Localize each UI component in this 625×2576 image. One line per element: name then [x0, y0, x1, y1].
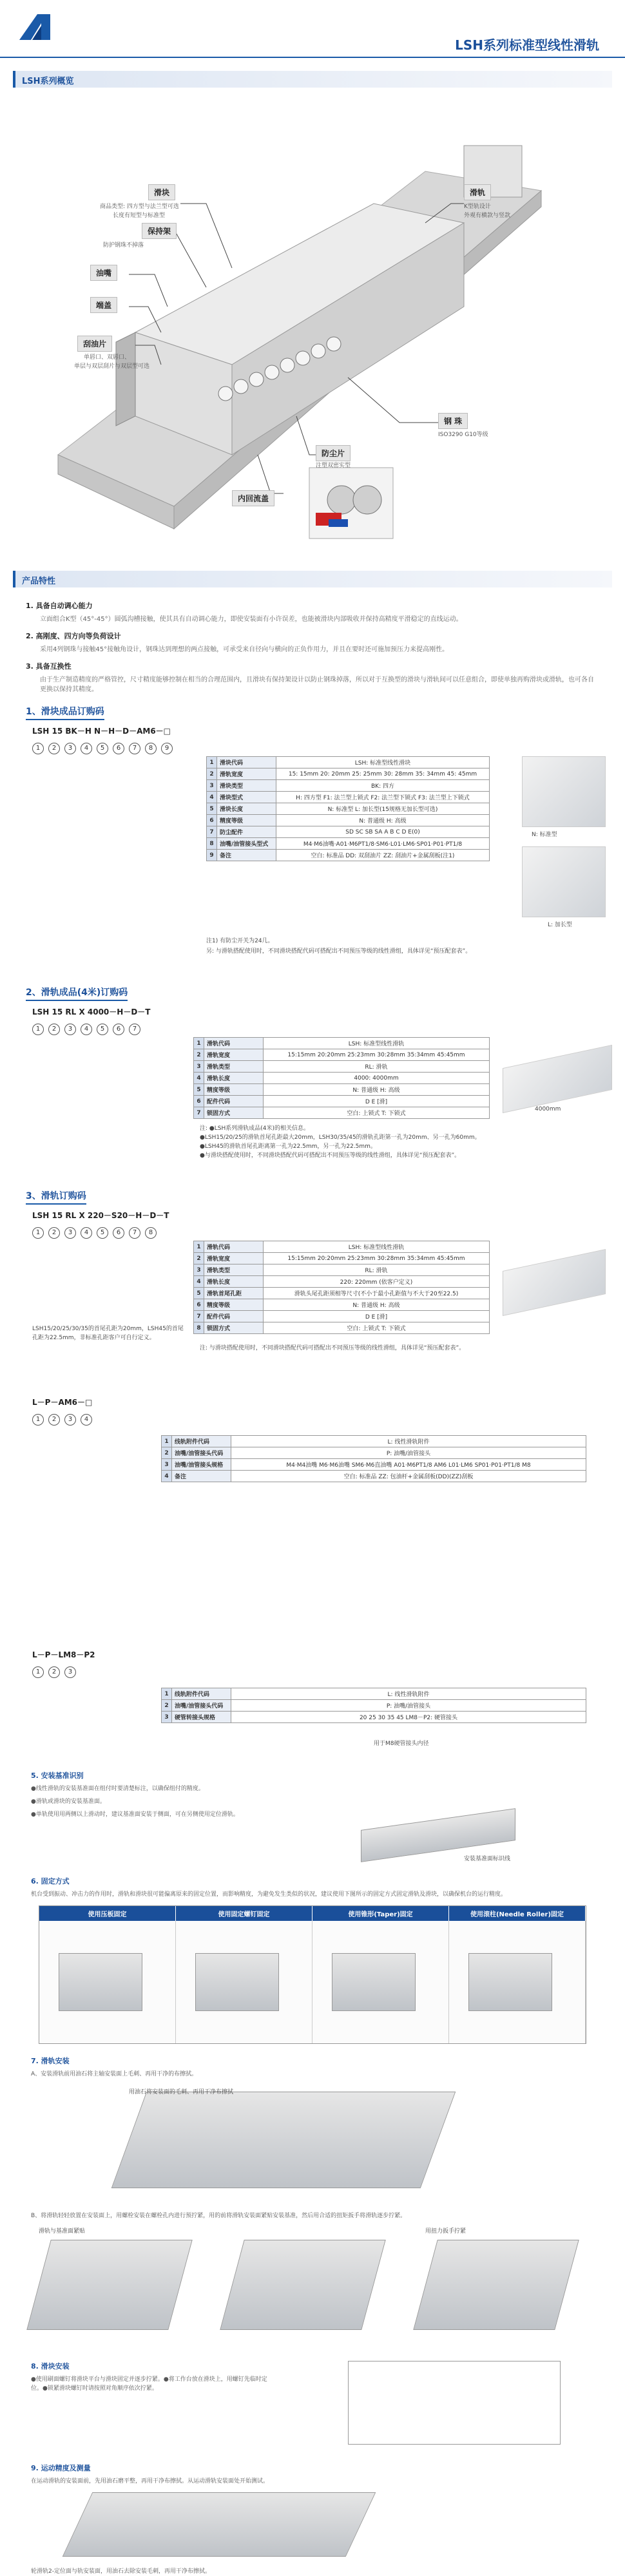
code-digit-circle: 2 [48, 1227, 60, 1239]
spec-value: 20 25 30 35 45 LM8－P2: 硬管接头 [231, 1712, 586, 1723]
spec-index: 8 [194, 1322, 204, 1334]
spec-key: 配件代码 [204, 1096, 264, 1107]
callout-nipple: 油嘴 [90, 265, 117, 281]
spec-row [207, 757, 490, 768]
spec-key: 配件代码 [204, 1311, 264, 1322]
spec-index: 6 [194, 1299, 204, 1311]
spec-row [162, 1688, 586, 1700]
code-digit-circle: 3 [64, 1227, 76, 1239]
spec-value: 空白: 标准品 ZZ: 包油杆+金属刮板(DD)(ZZ)刮板 [231, 1471, 586, 1482]
code-digit-circle: 4 [81, 1024, 92, 1035]
order1-note-2: 另: 与滑轨搭配使用时，不同滑块搭配代码可搭配出不同预压等级的线性滑组，具体详见“预压配套表”。 [206, 948, 472, 955]
callout-rail-note-2: 外观有横款与竖款 [464, 213, 511, 219]
spec-index: 3 [162, 1712, 172, 1723]
spec-row [162, 1712, 586, 1723]
spec-key: 备注 [172, 1471, 231, 1482]
rail-4m-image [503, 1045, 612, 1113]
spec-index: 5 [194, 1084, 204, 1096]
spec-row [194, 1038, 490, 1049]
spec-row [207, 792, 490, 803]
install-section [0, 1770, 625, 2576]
code-digit-circle: 6 [113, 1227, 124, 1239]
order1-code: LSH 15 BK－H N－H－D－AM6－□ [32, 727, 171, 736]
order-block-1 [13, 705, 612, 975]
spec-row [207, 815, 490, 826]
code-digit-circle: 3 [64, 1666, 76, 1678]
s9-figure [0, 2486, 625, 2563]
s8-title: 8. 滑块安装 [31, 2362, 70, 2371]
spec-index: 4 [162, 1471, 172, 1482]
s7-text-a: A、安装滑轨前用油石将主轴安装面上毛刺、再用干净的布擦拭。 [31, 2071, 198, 2077]
spec-index: 3 [194, 1264, 204, 1276]
s7-caption-1: 用油石将安装面的毛刺、再用干净布擦拭 [129, 2089, 234, 2095]
spec-row [194, 1288, 490, 1299]
spec-key: 硬管转接头规格 [172, 1712, 231, 1723]
spec-index: 2 [207, 768, 217, 780]
spec-index: 2 [162, 1700, 172, 1712]
spec-index: 7 [207, 826, 217, 838]
spec-key: 滑轨宽度 [217, 768, 276, 780]
spec-key: 滑轨宽度 [204, 1253, 264, 1264]
order3-spec-table [193, 1241, 490, 1334]
spec-index: 2 [162, 1447, 172, 1459]
feature-title: 1. 具备自动调心能力 [26, 602, 93, 610]
spec-index: 1 [194, 1038, 204, 1049]
spec-key: 防尘配件 [217, 826, 276, 838]
s7-figure-a [0, 2079, 625, 2208]
spec-value: 滑轨头尾孔距须相等尺寸(不小于最小孔距值与不大于20至22.5) [264, 1288, 490, 1299]
order1-long-label: L: 加长型 [548, 922, 572, 928]
order4-spec-table [161, 1435, 586, 1482]
spec-key: 滑轨长度 [204, 1073, 264, 1084]
spec-row [194, 1073, 490, 1084]
order2-notes [200, 1124, 481, 1160]
spec-row [194, 1107, 490, 1119]
callout-steel-ball-note: ISO3290 G10等级 [438, 432, 488, 438]
spec-value: H: 四方型 F1: 法兰型上锁式 F2: 法兰型下锁式 F3: 法兰型上下锁式 [276, 792, 490, 803]
spec-value: 4000: 4000mm [264, 1073, 490, 1084]
spec-key: 滑轨代码 [204, 1241, 264, 1253]
order1-title: 1、滑块成品订购码 [26, 705, 612, 718]
s8-figure [0, 2393, 625, 2451]
spec-value: N: 标准型 L: 加长型(15规格无加长型可选) [276, 803, 490, 815]
spec-index: 4 [207, 792, 217, 803]
spec-index: 9 [207, 850, 217, 861]
spec-key: 油嘴/油管接头型式 [217, 838, 276, 850]
order-block-2 [13, 986, 612, 1179]
spec-row [207, 780, 490, 792]
order4-code: L－P－AM6－□ [32, 1398, 93, 1407]
spec-row [207, 850, 490, 861]
order2-note: ●与滑块搭配使用时，不同滑块搭配代码可搭配出不同预压等级的线性滑组，具体详见“预压配套表”。 [200, 1152, 461, 1159]
order2-note: ●LSH15/20/25的滑轨首尾孔距最大20mm，LSH30/35/45的滑轨孔距第一孔为20mm、另一孔为60mm。 [200, 1134, 481, 1141]
s7-caption-2: 滑轨与基准面紧贴 [39, 2228, 86, 2235]
spec-row [162, 1471, 586, 1482]
header [0, 0, 625, 58]
spec-key: 精度等级 [204, 1299, 264, 1311]
spec-row [194, 1264, 490, 1276]
s5-figure [0, 1819, 625, 1864]
order3-code-digits [32, 1227, 612, 1239]
order1-spec-table [206, 756, 490, 861]
order2-note: 注: ●LSH系列滑轨成品(4米)的相关信息。 [200, 1125, 309, 1132]
code-digit-circle: 4 [81, 1414, 92, 1426]
bolt-order-diagram [348, 2361, 561, 2445]
spec-value: RL: 滑轨 [264, 1264, 490, 1276]
spec-index: 3 [207, 780, 217, 792]
order2-code: LSH 15 RL X 4000－H－D－T [32, 1007, 151, 1016]
order-block-3 [13, 1189, 612, 1389]
linear-guide-illustration [13, 94, 612, 558]
spec-value: RL: 滑轨 [264, 1061, 490, 1073]
code-digit-circle: 8 [145, 743, 157, 754]
spec-value: 15:15mm 20:20mm 25:23mm 30:28mm 35:34mm 45:45mm [264, 1253, 490, 1264]
callout-seal: 刮油片 [77, 336, 112, 352]
order1-note-1: 注1) 有防尘开关为24几。 [206, 938, 274, 944]
callout-block-note-1: 商品类型: 四方型与法兰型可选 [100, 204, 179, 210]
spec-key: 备注 [217, 850, 276, 861]
code-digit-circle: 3 [64, 1414, 76, 1426]
mounting-surface-image [111, 2092, 456, 2188]
spec-value: 15:15mm 20:20mm 25:23mm 30:28mm 35:34mm 45:45mm [264, 1049, 490, 1061]
order2-length-label: 4000mm [535, 1106, 561, 1112]
rail-clamp-image [220, 2240, 386, 2330]
spec-index: 7 [194, 1311, 204, 1322]
spec-value: LSH: 标准型线性滑块 [276, 757, 490, 768]
spec-value: 空白: 上锁式 T: 下锁式 [264, 1322, 490, 1334]
spec-index: 5 [207, 803, 217, 815]
spec-value: D E [滑] [264, 1311, 490, 1322]
code-digit-circle: 8 [145, 1227, 157, 1239]
s5-text: ●线性滑轨的安装基准面在组付时要清楚标注，以确保组付的精度。 [31, 1786, 204, 1792]
code-digit-circle: 4 [81, 743, 92, 754]
spec-key: 线轨附件代码 [172, 1688, 231, 1700]
spec-value: BK: 四方 [276, 780, 490, 792]
spec-index: 3 [162, 1459, 172, 1471]
code-digit-circle: 5 [97, 743, 108, 754]
code-digit-circle: 1 [32, 1666, 44, 1678]
callout-retainer: 保持架 [142, 223, 177, 239]
spec-row [194, 1299, 490, 1311]
spec-key: 线轨附件代码 [172, 1436, 231, 1447]
order-block-5 [13, 1649, 612, 1759]
spec-row [194, 1311, 490, 1322]
order3-note: 注: 与滑块搭配使用时，不同滑块搭配代码可搭配出不同预压等级的线性滑组，具体详见“预压配套表”。 [200, 1345, 465, 1351]
spec-value: L: 线性滑轨附件 [231, 1688, 586, 1700]
code-digit-circle: 3 [64, 1024, 76, 1035]
spec-value: N: 普通级 H: 高级 [264, 1084, 490, 1096]
order3-side-note: LSH15/20/25/30/35的首尾孔距为20mm，LSH45的首尾孔距为22.5mm，非标准孔距客户可自行定义。 [32, 1326, 184, 1341]
spec-row [162, 1447, 586, 1459]
spec-key: 精度等级 [204, 1084, 264, 1096]
rail-torque-image [413, 2240, 579, 2330]
callout-rail-note-1: K型轨设计 [464, 204, 491, 210]
spec-key: 滑块型式 [217, 792, 276, 803]
order5-caption: 用于M8硬管接头内径 [374, 1741, 429, 1747]
spec-row [162, 1436, 586, 1447]
feature-text: 由于生产制造精度的严格管控，尺寸精度能够控制在相当的合理范围内，且滑块有保持架设计以防止钢珠掉落，所以对于互换型的滑块与滑轨间可以任意组合，即使单独再购滑块或滑轨，也可各自更换以保持其精度。 [40, 676, 594, 693]
page-title: LSH系列标准型线性滑轨 [455, 37, 599, 53]
feature-title: 2. 高刚度、四方向等负荷设计 [26, 632, 121, 640]
accuracy-test-image [63, 2492, 376, 2557]
callout-block: 滑块 [148, 184, 175, 200]
s8-text: ●使用刷面螺钉将滑块平台与滑块固定并逐步拧紧。●将工作台放在滑块上，用螺钉先临时定位。●锁紧滑块螺钉时请按照对角顺序依次拧紧。 [31, 2376, 267, 2392]
spec-row [194, 1241, 490, 1253]
overview-section-title: LSH系列概览 [13, 71, 612, 88]
order2-code-digits [32, 1024, 612, 1035]
code-digit-circle: 5 [97, 1227, 108, 1239]
spec-index: 1 [162, 1688, 172, 1700]
footer-note: 轮滑轨2-定位面与轨安装面，用油石去除安装毛刺，再用干净布擦拭。 [31, 2568, 211, 2575]
callout-steel-ball: 钢 珠 [438, 413, 468, 429]
spec-index: 4 [194, 1073, 204, 1084]
s7-text-b: B、将滑轨轻轻放置在安装面上，用螺栓安装在螺栓孔内进行预拧紧，用的前将滑轨安装面紧贴安装基准，然后用合适的扭矩扳手将滑轨逐步拧紧。 [31, 2213, 407, 2219]
fixing-method-table [39, 1905, 586, 2044]
spec-value: N: 普通级 H: 高级 [264, 1299, 490, 1311]
spec-index: 6 [207, 815, 217, 826]
callout-rail: 滑轨 [464, 184, 491, 200]
code-digit-circle: 9 [161, 743, 173, 754]
callout-seal-note-2: 单层与双层刮片与双层型可选 [74, 363, 150, 370]
order4-code-digits [32, 1414, 612, 1426]
spec-index: 2 [194, 1049, 204, 1061]
code-digit-circle: 2 [48, 1414, 60, 1426]
s5-label: 安装基准面标识线 [464, 1856, 511, 1862]
s7-caption-3: 用扭力扳手拧紧 [425, 2228, 466, 2235]
code-digit-circle: 4 [81, 1227, 92, 1239]
spec-value: LSH: 标准型线性滑轨 [264, 1038, 490, 1049]
order5-code-digits [32, 1666, 612, 1678]
spec-key: 油嘴/油管接头规格 [172, 1459, 231, 1471]
spec-key: 滑轨首尾孔距 [204, 1288, 264, 1299]
code-digit-circle: 1 [32, 1227, 44, 1239]
s5-text: ●滑轨或滑块的安装基准面。 [31, 1798, 106, 1805]
fix-figure-taper [312, 1921, 449, 2043]
callout-block-note-2: 长度有短型与标准型 [113, 213, 166, 219]
code-digit-circle: 1 [32, 1024, 44, 1035]
spec-key: 滑轨类型 [204, 1061, 264, 1073]
spec-row [194, 1096, 490, 1107]
spec-value: P: 油嘴/油管接头 [231, 1700, 586, 1712]
spec-index: 3 [194, 1061, 204, 1073]
spec-key: 滑轨长度 [204, 1276, 264, 1288]
spec-value: L: 线性滑轨附件 [231, 1436, 586, 1447]
spec-row [194, 1253, 490, 1264]
spec-key: 油嘴/油管接头代码 [172, 1447, 231, 1459]
s7-title: 7. 滑轨安装 [31, 2057, 70, 2065]
spec-row [194, 1276, 490, 1288]
order2-title: 2、滑轨成品(4米)订购码 [26, 986, 612, 998]
spec-index: 8 [207, 838, 217, 850]
s6-text: 机台受到振动、冲击力的作用时，滑轨和滑块很可能偏离原来的固定位置，而影响精度，为避免发生类似的状况，建议使用下图所示的固定方式固定滑轨及滑块，以确保机台的运行精度。 [31, 1891, 507, 1898]
fix-head: 使用锥形(Taper)固定 [312, 1906, 449, 1921]
spec-value: D E [滑] [264, 1096, 490, 1107]
code-digit-circle: 2 [48, 743, 60, 754]
fix-head: 使用滚柱(Needle Roller)固定 [449, 1906, 586, 1921]
order1-rail-label: N: 标准型 [532, 832, 557, 838]
code-digit-circle: 2 [48, 1024, 60, 1035]
order3-title: 3、滑轨订购码 [26, 1189, 612, 1202]
spec-key: 滑轨类型 [204, 1264, 264, 1276]
features-list [26, 600, 599, 694]
spec-key: 滑轨代码 [204, 1038, 264, 1049]
order5-spec-table [161, 1688, 586, 1723]
spec-index: 2 [194, 1253, 204, 1264]
code-digit-circle: 2 [48, 1666, 60, 1678]
block-square-image [522, 756, 606, 827]
spec-key: 滑块代码 [217, 757, 276, 768]
spec-row [194, 1049, 490, 1061]
spec-index: 7 [194, 1107, 204, 1119]
code-digit-circle: 5 [97, 1024, 108, 1035]
callout-inner-return: 内回流盖 [232, 490, 274, 506]
spec-key: 滑轨宽度 [204, 1049, 264, 1061]
overview-illustration [13, 88, 612, 564]
order2-spec-table [193, 1037, 490, 1119]
callout-end-cap: 端盖 [90, 297, 117, 313]
brand-logo [19, 14, 50, 40]
spec-key: 锁固方式 [204, 1107, 264, 1119]
spec-index: 1 [162, 1436, 172, 1447]
spec-row [207, 803, 490, 815]
code-digit-circle: 3 [64, 743, 76, 754]
order5-code: L－P－LM8－P2 [32, 1650, 95, 1659]
callout-dust-seal: 防尘片 [316, 445, 351, 461]
code-digit-circle: 1 [32, 1414, 44, 1426]
spec-index: 6 [194, 1096, 204, 1107]
spec-index: 5 [194, 1288, 204, 1299]
spec-row [207, 826, 490, 838]
s5-text: ●单轨使用用两侧以上滑动时，建议基准面安装于侧面，可在另侧使用定位滑轨。 [31, 1811, 239, 1818]
spec-index: 4 [194, 1276, 204, 1288]
spec-row [194, 1084, 490, 1096]
rail-cut-image [503, 1249, 606, 1316]
spec-value: SD SC SB SA A B C D E(0) [276, 826, 490, 838]
spec-key: 油嘴/油管接头代码 [172, 1700, 231, 1712]
spec-index: 1 [194, 1241, 204, 1253]
spec-value: 空白: 上锁式 T: 下锁式 [264, 1107, 490, 1119]
spec-row [162, 1700, 586, 1712]
s9-text: 在运动滑轨的安装面前，先用油石磨平整，再用干净布擦拭。从运动滑轨安装面处开始测试。 [31, 2478, 269, 2485]
code-digit-circle: 7 [129, 1227, 140, 1239]
feature-text: 采用4列钢珠与接触45°接触角设计，钢珠达到理想的两点接触，可承受来自径向与横向的正负作用力，并且在要时还可施加预压力来提高刚性。 [40, 646, 449, 653]
feature-title: 3. 具备互换性 [26, 662, 72, 671]
code-digit-circle: 6 [113, 1024, 124, 1035]
code-digit-circle: 7 [129, 743, 140, 754]
spec-row [207, 768, 490, 780]
code-digit-circle: 6 [113, 743, 124, 754]
order1-code-digits [32, 743, 612, 754]
spec-value: M4·M4油嘴 M6·M6油嘴 SM6·M6直油嘴 A01·M6PT1/8 AM6 L01·LM6 SP01·P01·PT1/8 M8 [231, 1459, 586, 1471]
callout-dust-seal-note: 注塑双密实型 [316, 463, 351, 469]
s5-title: 5. 安装基准识别 [31, 1771, 84, 1780]
callout-seal-note-1: 单唇口、双唇口、 [84, 354, 131, 361]
features-section-title: 产品特性 [13, 571, 612, 587]
callout-retainer-note: 防护钢珠不掉落 [103, 242, 144, 249]
spec-value: LSH: 标准型线性滑轨 [264, 1241, 490, 1253]
order-block-4 [13, 1397, 612, 1641]
s6-title: 6. 固定方式 [31, 1877, 70, 1885]
spec-value: M4·M6油嘴·A01·M6PT1/8·SM6·L01·LM6·SP01·P01·PT1/8 [276, 838, 490, 850]
s9-title: 9. 运动精度及测量 [31, 2464, 91, 2472]
spec-row [207, 838, 490, 850]
fix-head: 使用压板固定 [39, 1906, 176, 1921]
order2-note: ●LSH45的滑轨首尾孔距离第一孔为22.5mm，另一孔为22.5mm。 [200, 1143, 376, 1150]
fix-head: 使用固定螺钉固定 [176, 1906, 312, 1921]
spec-key: 滑块长度 [217, 803, 276, 815]
spec-value: 15: 15mm 20: 20mm 25: 25mm 30: 28mm 35: 34mm 45: 45mm [276, 768, 490, 780]
spec-value: 空白: 标准品 DD: 双刮油片 ZZ: 刮油片+金属刮板(注1) [276, 850, 490, 861]
rail-placement-image [26, 2240, 193, 2330]
feature-text: 立面组合K型（45°-45°）圆弧沟槽接触，使其具有自动调心能力，即使安装面有小许误差，也能被滑块内部吸收并保持高精度平滑稳定的直线运动。 [40, 616, 463, 623]
code-digit-circle: 1 [32, 743, 44, 754]
spec-key: 滑块类型 [217, 780, 276, 792]
s7-figure-b [0, 2220, 625, 2349]
code-digit-circle: 7 [129, 1024, 140, 1035]
spec-index: 1 [207, 757, 217, 768]
spec-value: P: 油嘴/油管接头 [231, 1447, 586, 1459]
spec-key: 精度等级 [217, 815, 276, 826]
spec-row [162, 1459, 586, 1471]
spec-row [194, 1061, 490, 1073]
spec-value: 220: 220mm (依客户定义) [264, 1276, 490, 1288]
spec-key: 锁固方式 [204, 1322, 264, 1334]
block-long-image [522, 846, 606, 917]
spec-value: N: 普通级 H: 高级 [276, 815, 490, 826]
spec-row [194, 1322, 490, 1334]
fix-figure-plate [39, 1921, 176, 2043]
order3-code: LSH 15 RL X 220－S20－H－D－T [32, 1211, 169, 1220]
fix-figure-needle [449, 1921, 586, 2043]
fix-figure-screw [176, 1921, 312, 2043]
